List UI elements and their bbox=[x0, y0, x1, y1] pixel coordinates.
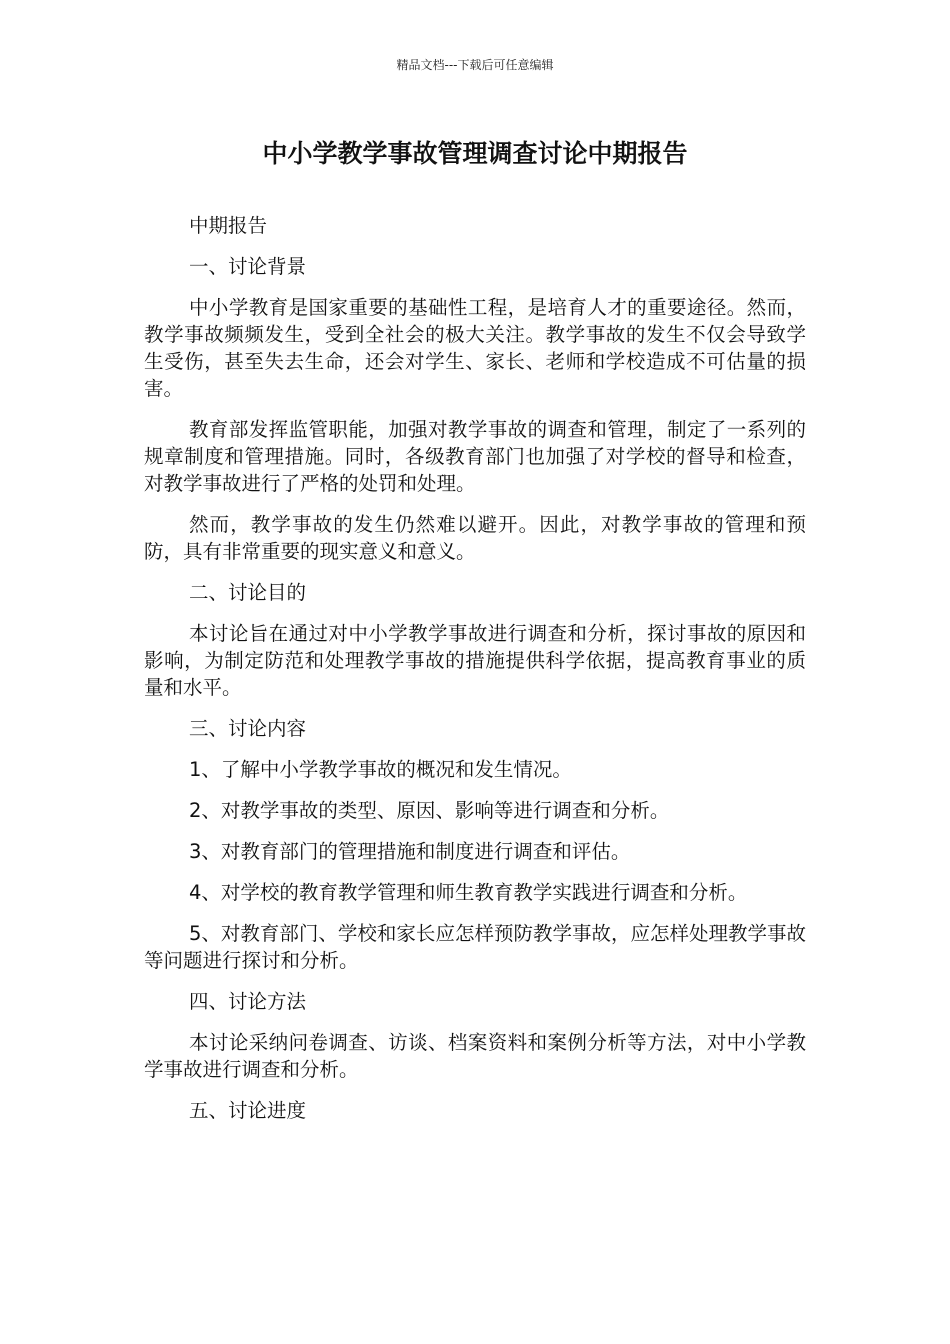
list-item-content-4: 4、对学校的教育教学管理和师生教育教学实践进行调查和分析。 bbox=[189, 881, 748, 904]
list-item-content-2: 2、对教学事故的类型、原因、影响等进行调查和分析。 bbox=[189, 799, 670, 822]
section-heading-progress: 五、讨论进度 bbox=[189, 1099, 307, 1122]
list-item-content-3: 3、对教育部门的管理措施和制度进行调查和评估。 bbox=[189, 840, 631, 863]
paragraph-method: 本讨论采纳问卷调查、访谈、档案资料和案例分析等方法，对中小学教学事故进行调查和分析。 bbox=[144, 1031, 806, 1081]
section-heading-method: 四、讨论方法 bbox=[189, 990, 307, 1013]
list-item-content-1: 1、了解中小学教学事故的概况和发生情况。 bbox=[189, 758, 572, 781]
paragraph-background-3: 然而，教学事故的发生仍然难以避开。因此，对教学事故的管理和预防，具有非常重要的现实意义和意义。 bbox=[144, 513, 806, 563]
document-body bbox=[144, 212, 806, 1138]
header-note: 精品文档---下载后可任意编辑 bbox=[396, 58, 554, 72]
paragraph-background-1: 中小学教育是国家重要的基础性工程，是培育人才的重要途径。然而，教学事故频频发生，受到全社会的极大关注。教学事故的发生不仅会导致学生受伤，甚至失去生命，还会对学生、家长、老师和学校造成不可估量的损害。 bbox=[144, 296, 806, 400]
section-heading-content: 三、讨论内容 bbox=[189, 717, 307, 740]
document-title: 中小学教学事故管理调查讨论中期报告 bbox=[262, 139, 688, 168]
paragraph-background-2: 教育部发挥监管职能，加强对教学事故的调查和管理，制定了一系列的规章制度和管理措施。同时，各级教育部门也加强了对学校的督导和检查，对教学事故进行了严格的处罚和处理。 bbox=[144, 418, 806, 495]
paragraph-purpose: 本讨论旨在通过对中小学教学事故进行调查和分析，探讨事故的原因和影响，为制定防范和处理教学事故的措施提供科学依据，提高教育事业的质量和水平。 bbox=[144, 622, 806, 699]
list-item-content-5: 5、对教育部门、学校和家长应怎样预防教学事故，应怎样处理教学事故等问题进行探讨和分析。 bbox=[144, 922, 806, 972]
subtitle-midterm-report: 中期报告 bbox=[189, 214, 268, 237]
section-heading-purpose: 二、讨论目的 bbox=[189, 581, 307, 604]
section-heading-background: 一、讨论背景 bbox=[189, 255, 307, 278]
